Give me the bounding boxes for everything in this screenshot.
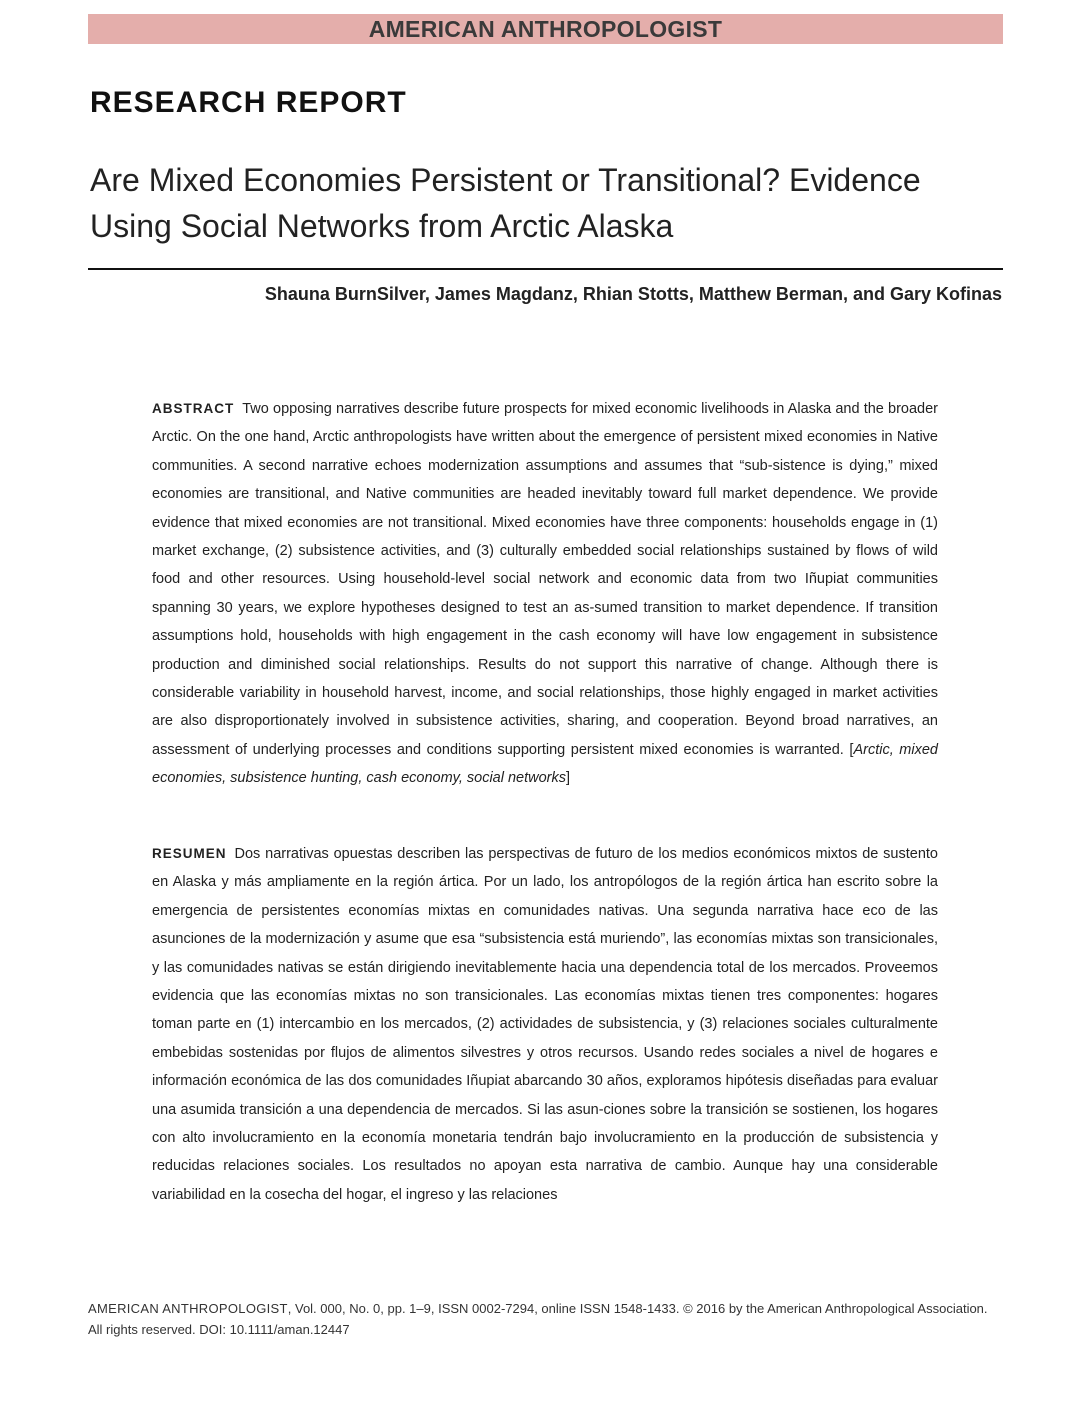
author-list: Shauna BurnSilver, James Magdanz, Rhian Stotts, Matthew Berman, and Gary Kofinas (264, 284, 1002, 304)
citation-line (88, 1298, 1004, 1319)
journal-banner: AMERICAN ANTHROPOLOGIST (88, 14, 1003, 44)
title-divider (88, 268, 1003, 270)
footer-journal-name: AMERICAN ANTHROPOLOGIST (88, 1301, 288, 1316)
resumen-label: RESUMEN (152, 846, 227, 861)
abstract-keywords: Arctic, mixed economies, subsistence hunting, cash economy, social networks (152, 741, 938, 787)
abstract-text: Two opposing narratives describe future prospects for mixed economic livelihoods in Alaska and the broader Arctic. On the one hand, Arctic anthropologists have written about the emergence of persistent mixed economies in Native communities. A second narrative echoes modernization assumptions and assumes that “sub-sistence is dying,” mixed economies are transitional, and Native communities are headed inevitably toward full market dependence. We provide evidence that mixed economies are not transitional. Mixed economies have three components: households engage in (1) market exchange, (2) subsistence activities, and (3) culturally embedded social relationships sustained by flows of wild food and other resources. Using household-level social network and economic data from two Iñupiat communities spanning 30 years, we explore hypotheses designed to test an as-sumed transition to market dependence. If transition assumptions hold, households with high engagement in the cash economy will have low engagement in subsistence production and diminished social relationships. Results do not support this narrative of change. Although there is considerable variability in household harvest, income, and social relationships, those highly engaged in market activities are also disproportionately involved in subsistence activities, sharing, and cooperation. Beyond broad narratives, an assessment of underlying processes and conditions supporting persistent mixed economies is warranted. [ (152, 401, 938, 758)
abstract-spanish (152, 840, 938, 1208)
article-title: Are Mixed Economies Persistent or Transitional? Evidence Using Social Networks from Arctic Alaska (90, 162, 921, 244)
page-footer (88, 1298, 1004, 1340)
abstract-english (152, 395, 938, 793)
rights-line: All rights reserved. DOI: 10.1111/aman.12447 (88, 1322, 350, 1337)
section-label: RESEARCH REPORT (90, 86, 407, 119)
abstract-keywords-close: ] (566, 770, 571, 787)
footer-citation: , Vol. 000, No. 0, pp. 1–9, ISSN 0002-7294, online ISSN 1548-1433. © 2016 by the American Anthropological Association. (287, 1301, 988, 1316)
resumen-text: Dos narrativas opuestas describen las perspectivas de futuro de los medios económicos mixtos de sustento en Alaska y más ampliamente en la región ártica. Por un lado, los antropólogos de la región ártica han escrito sobre la emergencia de persistentes economías mixtas en comunidades nativas. Una segunda narrativa hace eco de las asunciones de la modernización y asume que esa “subsistencia está muriendo”, las economías mixtas son transicionales, y las comunidades nativas se están dirigiendo inevitablemente hacia una dependencia total de los mercados. Proveemos evidencia que las economías mixtas no son transicionales. Las economías mixtas tienen tres componentes: hogares toman parte en (1) intercambio en los mercados, (2) actividades de subsistencia, y (3) relaciones sociales culturalmente embebidas sostenidas por flujos de alimentos silvestres y otros recursos. Usando redes sociales a nivel de hogares e información económica de las dos comunidades Iñupiat abarcando 30 años, exploramos hipótesis diseñadas para evaluar una asumida transición a una dependencia de mercados. Si las asun-ciones sobre la transición se sostienen, los hogares con alto involucramiento en la economía monetaria tendrán bajo involucramiento en la producción de subsistencia y reducidas relaciones sociales. Los resultados no apoyan esta narrativa de cambio. Aunque hay una considerable variabilidad en la cosecha del hogar, el ingreso y las relaciones (152, 846, 938, 1203)
abstract-label: ABSTRACT (152, 401, 235, 416)
